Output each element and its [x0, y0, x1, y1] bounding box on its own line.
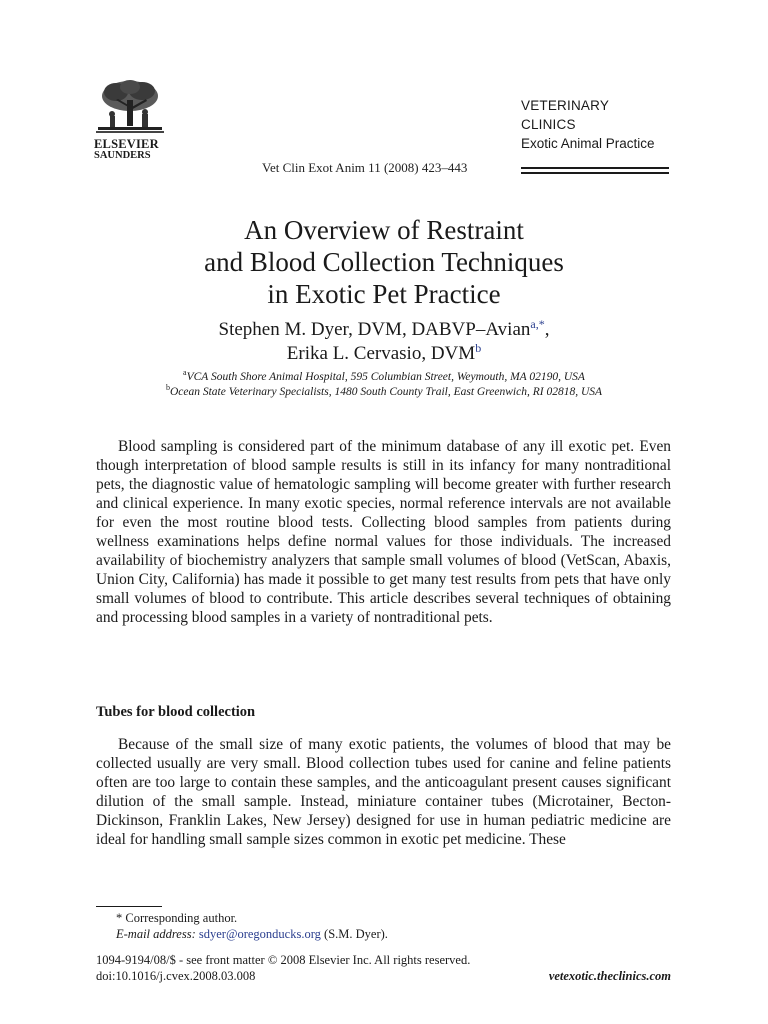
affiliation-text: Ocean State Veterinary Specialists, 1480 South County Trail, East Greenwich, RI 02818, USA	[169, 386, 603, 398]
footnote-email	[96, 926, 676, 942]
affiliation-text: VCA South Shore Animal Hospital, 595 Columbian Street, Weymouth, MA 02190, USA	[186, 371, 585, 383]
email-owner: (S.M. Dyer).	[324, 927, 388, 941]
affiliation	[0, 370, 768, 385]
author-name: Stephen M. Dyer, DVM, DABVP–Avian	[218, 319, 531, 340]
author-line	[0, 318, 768, 342]
journal-name-line2: CLINICS	[521, 117, 576, 132]
footer-doi-row	[96, 968, 671, 984]
section-heading: Tubes for blood collection	[96, 704, 256, 720]
affiliation-mark: b	[165, 383, 170, 392]
doi-link[interactable]: doi:10.1016/j.cvex.2008.03.008	[96, 969, 256, 983]
journal-citation: Vet Clin Exot Anim 11 (2008) 423–443	[262, 160, 468, 175]
title-line: An Overview of Restraint	[244, 215, 524, 245]
journal-subtitle: Exotic Animal Practice	[521, 136, 655, 151]
affiliations	[0, 370, 768, 400]
publisher-logo	[94, 78, 166, 161]
author-list	[0, 318, 768, 366]
author-line	[0, 342, 768, 366]
copyright-line: 1094-9194/08/$ - see front matter © 2008 Elsevier Inc. All rights reserved.	[96, 953, 471, 967]
title-line: in Exotic Pet Practice	[267, 279, 501, 309]
email-label: E-mail address:	[116, 927, 196, 941]
journal-url-link[interactable]: vetexotic.theclinics.com	[548, 969, 671, 983]
author-name: Erika L. Cervasio, DVM	[286, 343, 476, 364]
author-affiliation-link[interactable]: b	[475, 341, 482, 355]
affiliation-mark: a	[183, 368, 187, 377]
journal-brand	[521, 96, 679, 153]
footnote-divider	[96, 906, 162, 907]
affiliation	[0, 385, 768, 400]
page-header	[0, 0, 768, 200]
journal-rule-top	[521, 167, 669, 169]
publisher-imprint: SAUNDERS	[94, 150, 151, 161]
body-paragraph: Because of the small size of many exotic patients, the volumes of blood that may be collected usually are very small. Blood collection tubes used for canine and feline patients often are too large to contain these samples, and the anticoagulant present causes significant dilution of the small sample. Instead, miniature container tubes (Microtainer, Becton-Dickinson, Franklin Lakes, New Jersey) designed for use in human pediatric medicine are ideal for handling small sample sizes common in exotic pet medicine. These	[96, 736, 671, 848]
footnote-corresponding: * Corresponding author.	[116, 911, 238, 925]
journal-rule-bottom	[521, 172, 669, 174]
author-separator: ,	[544, 319, 550, 340]
journal-name-line1: VETERINARY	[521, 98, 610, 113]
author-affiliation-link[interactable]: a,*	[530, 317, 545, 331]
title-line: and Blood Collection Techniques	[204, 247, 564, 277]
elsevier-tree-logo-icon	[94, 78, 166, 136]
article-title	[0, 214, 768, 310]
body-paragraph: Blood sampling is considered part of the minimum database of any ill exotic pet. Even though interpretation of blood sample results is still in its infancy for many nontraditional pets, the diagnostic value of hematologic sampling will become greater with further research and clinical experience. In many exotic species, normal reference intervals are not available for even the most routine blood tests. Collecting blood samples from patients during wellness examinations helps define normal values for those individuals. The increased availability of biochemistry analyzers that sample small volumes of blood (VetScan, Abaxis, Union City, California) has made it possible to get many test results from pets that have only small volumes of blood to contribute. This article describes several techniques of obtaining and processing blood samples in a variety of nontraditional pets.	[96, 438, 671, 626]
email-link[interactable]: sdyer@oregonducks.org	[198, 927, 321, 941]
publisher-name: ELSEVIER	[94, 137, 159, 151]
